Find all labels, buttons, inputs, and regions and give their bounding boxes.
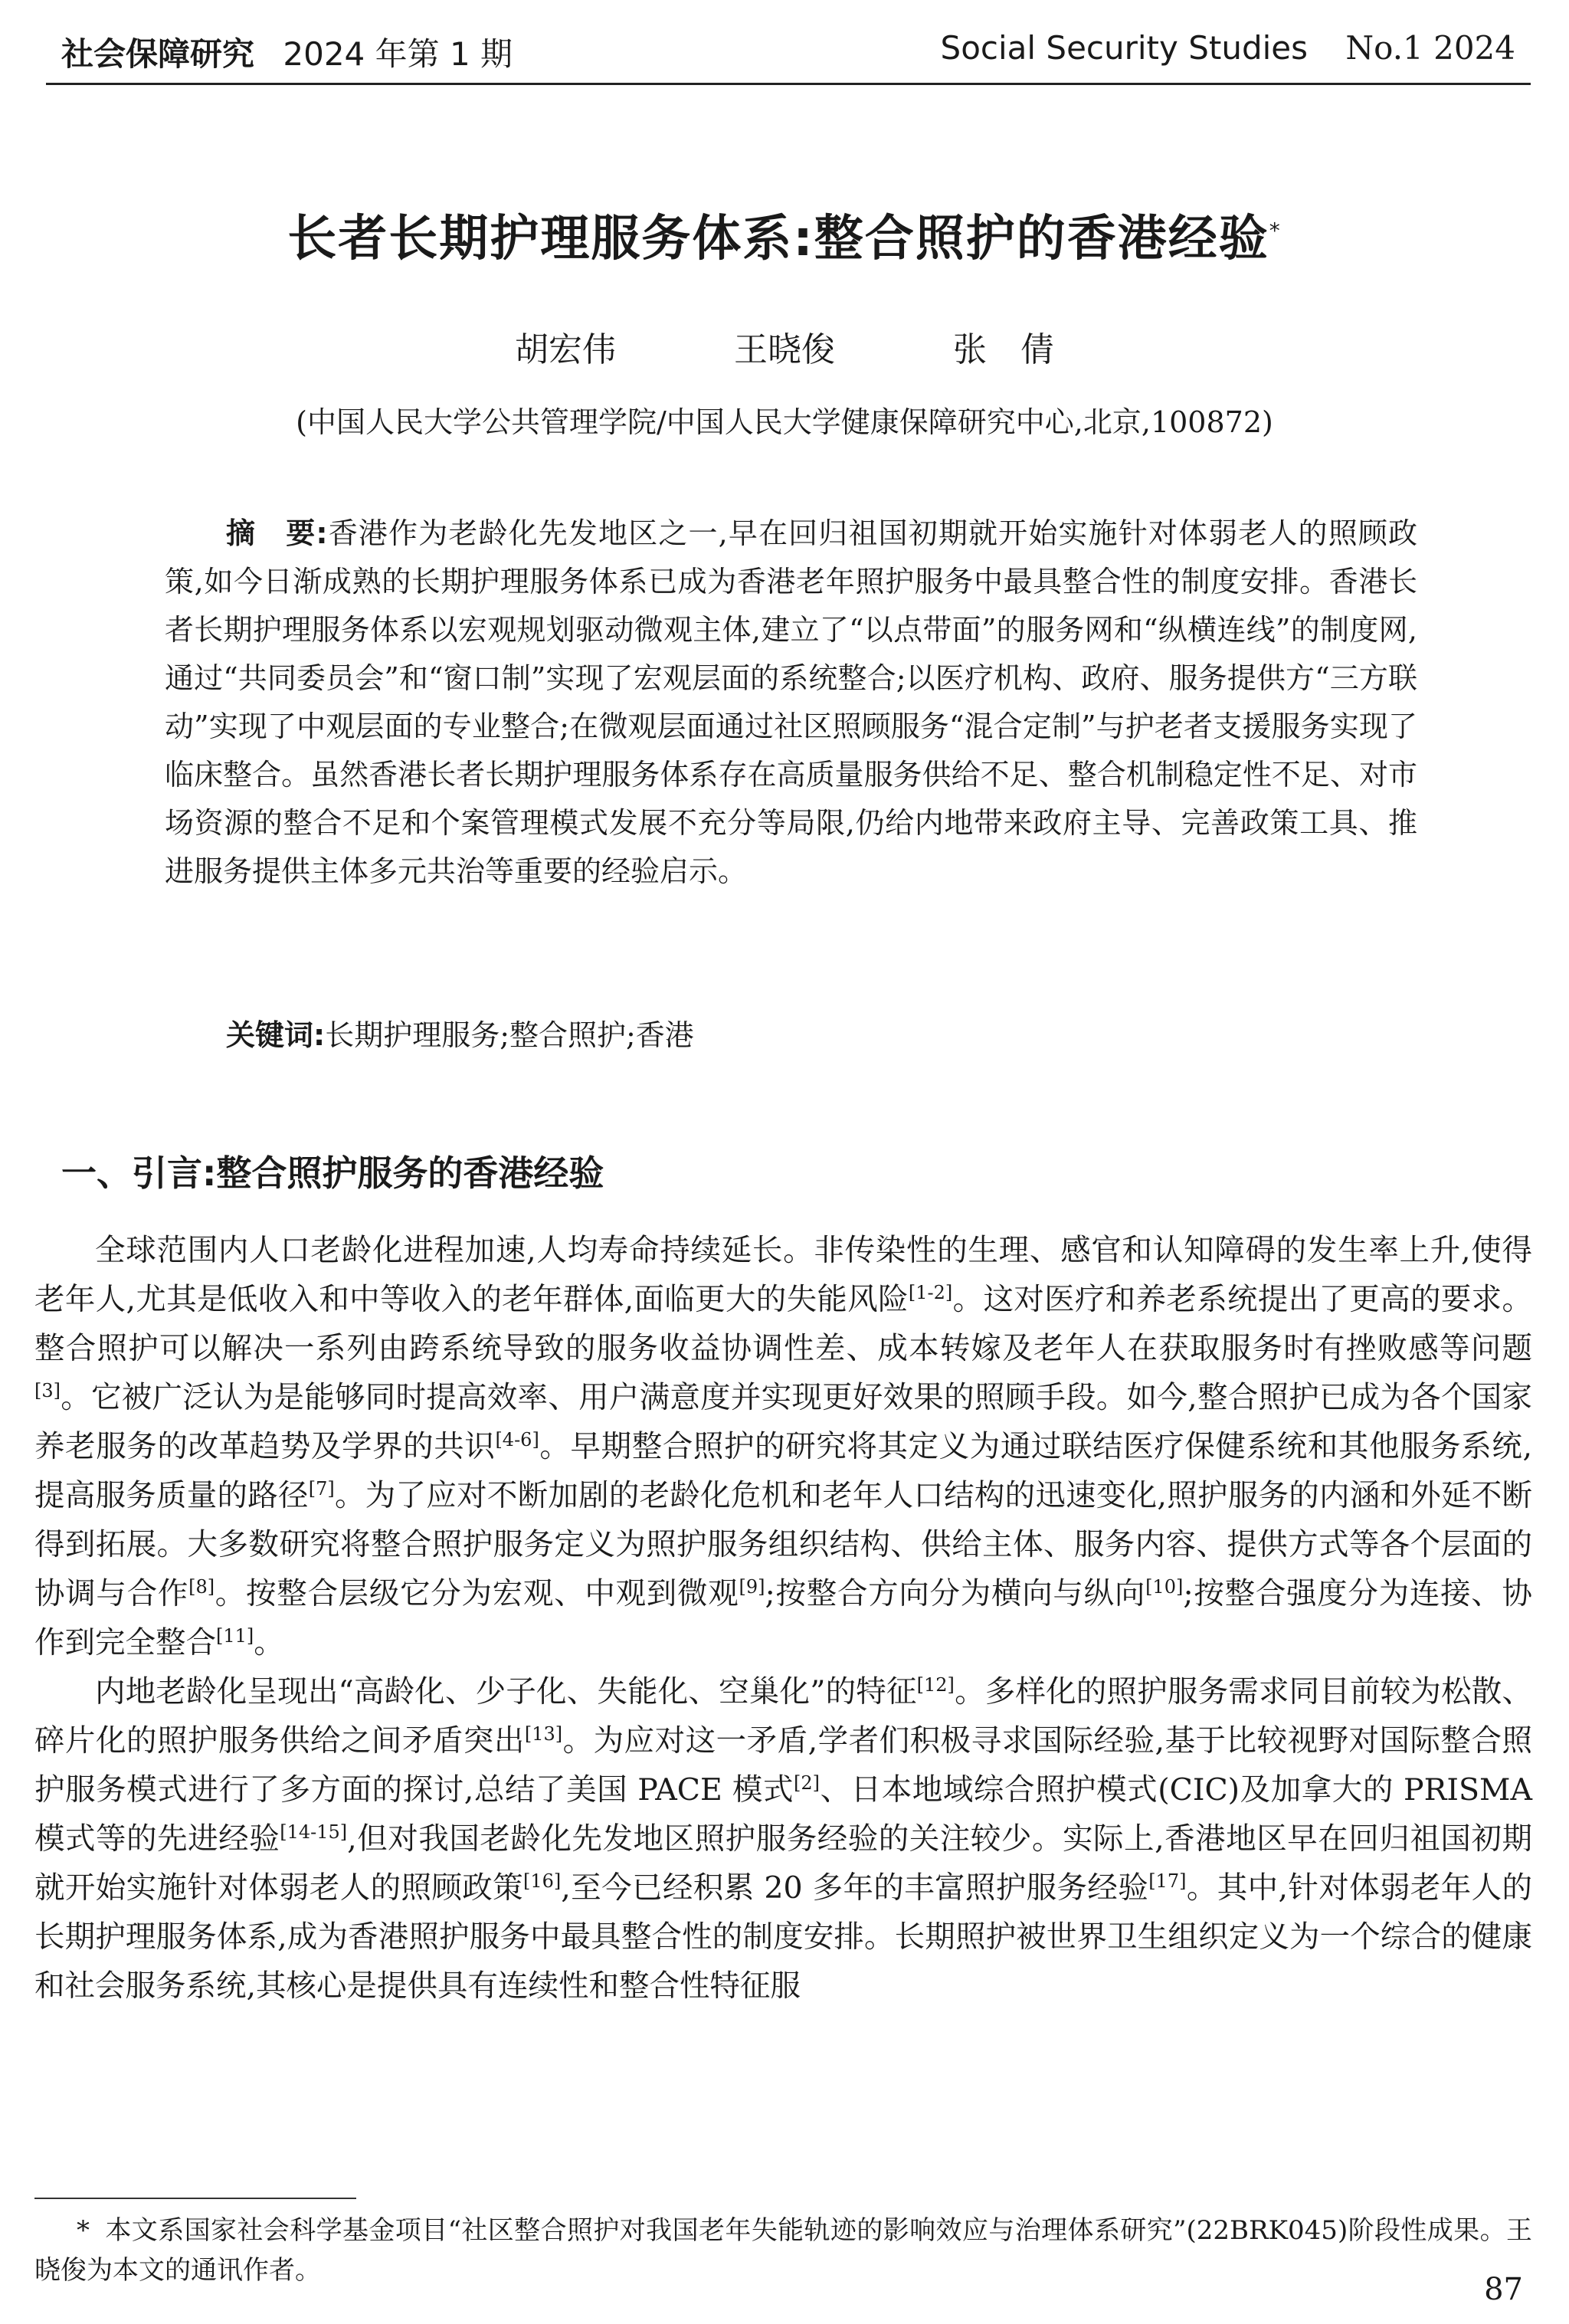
text-run: 。为了应对不断加剧的老龄化危机和老年人口结构的迅速变化,照护服务的内涵和外延不断得到拓展。大多数研究将整合照护服务定义为照护服务组织结构、供给主体、服务内容、提供方式等各个层面的协调与合作 [34,1478,1533,1611]
running-header [0,23,1569,73]
citation: [3] [34,1379,61,1401]
journal-name-cn: 社会保障研究 [61,35,255,73]
citation: [9] [739,1575,765,1598]
text-run: 全球范围内人口老龄化进程加速,人均寿命持续延长。非传染性的生理、感官和认知障碍的发生率上升,使得老年人,尤其是低收入和中等收入的老年群体,面临更大的失能风险 [34,1233,1532,1317]
keywords-label: 关键词: [226,1018,326,1052]
footnote-text: 本文系国家社会科学基金项目“社区整合照护对我国老年失能轨迹的影响效应与治理体系研究”(22BRK045)阶段性成果。王晓俊为本文的通讯作者。 [34,2215,1532,2286]
text-run: 。这对医疗和养老系统提出了更高的要求。整合照护可以解决一系列由跨系统导致的服务收益协调性差、成本转嫁及老年人在获取服务时有挫败感等问题 [34,1282,1533,1366]
header-rule [46,83,1531,85]
text-run: 。按整合层级它分为宏观、中观到微观 [215,1576,739,1611]
text-run: 。多样化的照护服务需求同目前较为松散、碎片化的照护服务供给之间矛盾突出 [34,1674,1532,1759]
citation: [4-6] [495,1428,539,1450]
issue-cn: 2024 年第 1 期 [283,35,513,73]
header-journal-en [941,29,1515,67]
issue-en: No.1 2024 [1345,29,1515,67]
page-number: 87 [1484,2272,1523,2307]
author-name: 张 倩 [953,330,1054,369]
citation: [11] [216,1624,254,1647]
keywords-text: 长期护理服务;整合照护;香港 [325,1018,694,1052]
citation: [17] [1148,1870,1187,1892]
author-list [0,322,1569,371]
author-name: 王晓俊 [734,330,835,369]
text-run: ;按整合方向分为横向与纵向 [765,1576,1146,1611]
citation: [2] [794,1772,821,1794]
keywords [226,1011,694,1054]
abstract-text: 香港作为老龄化先发地区之一,早在回归祖国初期就开始实施针对体弱老人的照顾政策,如今日渐成熟的长期护理服务体系已成为香港老年照护服务中最具整合性的制度安排。香港长者长期护理服务体系以宏观规划驱动微观主体,建立了“以点带面”的服务网和“纵横连线”的制度网,通过“共同委员会”和“窗口制”实现了宏观层面的系统整合;以医疗机构、政府、服务提供方“三方联动”实现了中观层面的专业整合;在微观层面通过社区照顾服务“混合定制”与护老者支援服务实现了临床整合。虽然香港长者长期护理服务体系存在高质量服务供给不足、整合机制稳定性不足、对市场资源的整合不足和个案管理模式发展不充分等局限,仍给内地带来政府主导、完善政策工具、推进服务提供主体多元共治等重要的经验启示。 [165,516,1417,888]
text-run: 。早期整合照护的研究将其定义为通过联结医疗保健系统和其他服务系统,提高服务质量的路径 [34,1429,1533,1513]
text-run: ,至今已经积累 20 多年的丰富照护服务经验 [561,1870,1149,1906]
citation: [10] [1145,1575,1184,1598]
text-run: 。 [254,1625,284,1660]
citation: [12] [916,1673,955,1696]
citation: [7] [308,1477,335,1500]
abstract-label: 摘 要: [226,516,328,550]
body-text [34,1226,1532,2011]
text-run: 。它被广泛认为是能够同时提高效率、用户满意度并实现更好效果的照顾手段。如今,整合照护已成为各个国家养老服务的改革趋势及学界的共识 [34,1380,1532,1464]
citation: [16] [523,1870,562,1892]
text-run: 。为应对这一矛盾,学者们积极寻求国际经验,基于比较视野对国际整合照护服务模式进行了多方面的探讨,总结了美国 PACE 模式 [34,1723,1532,1808]
citation: [14-15] [280,1821,348,1843]
journal-name-en: Social Security Studies [940,29,1309,67]
author-name: 胡宏伟 [515,330,616,369]
citation: [1-2] [908,1281,953,1303]
citation: [13] [524,1723,563,1745]
text-run: ,但对我国老龄化先发地区照护服务经验的关注较少。实际上,香港地区早在回归祖国初期就开始实施针对体弱老人的照顾政策 [34,1821,1532,1906]
text-run: 。其中,针对体弱老年人的长期护理服务体系,成为香港照护服务中最具整合性的制度安排。长期照护被世界卫生组织定义为一个综合的健康和社会服务系统,其核心是提供具有连续性和整合性特征服 [34,1870,1533,2004]
affiliation: (中国人民大学公共管理学院/中国人民大学健康保障研究中心,北京,100872) [296,405,1273,439]
text-run: 、日本地域综合照护模式(CIC)及加拿大的 PRISMA 模式等的先进经验 [34,1772,1532,1857]
header-journal-cn [61,29,513,75]
footnote-rule [34,2198,356,2199]
footnote-mark: * [77,2215,90,2246]
article-title [0,199,1569,270]
article-title-text: 长者长期护理服务体系:整合照护的香港经验 [287,211,1269,267]
text-run: 内地老龄化呈现出“高龄化、少子化、失能化、空巢化”的特征 [95,1674,917,1709]
paragraph [34,1667,1532,2011]
citation: [8] [188,1575,215,1598]
section-heading: 一、引言:整合照护服务的香港经验 [61,1152,604,1194]
title-footnote-mark: * [1269,218,1282,244]
abstract [165,510,1417,896]
paragraph [34,1226,1532,1667]
footnote [34,2211,1532,2290]
text-run: ;按整合强度分为连接、协作到完全整合 [34,1576,1533,1660]
